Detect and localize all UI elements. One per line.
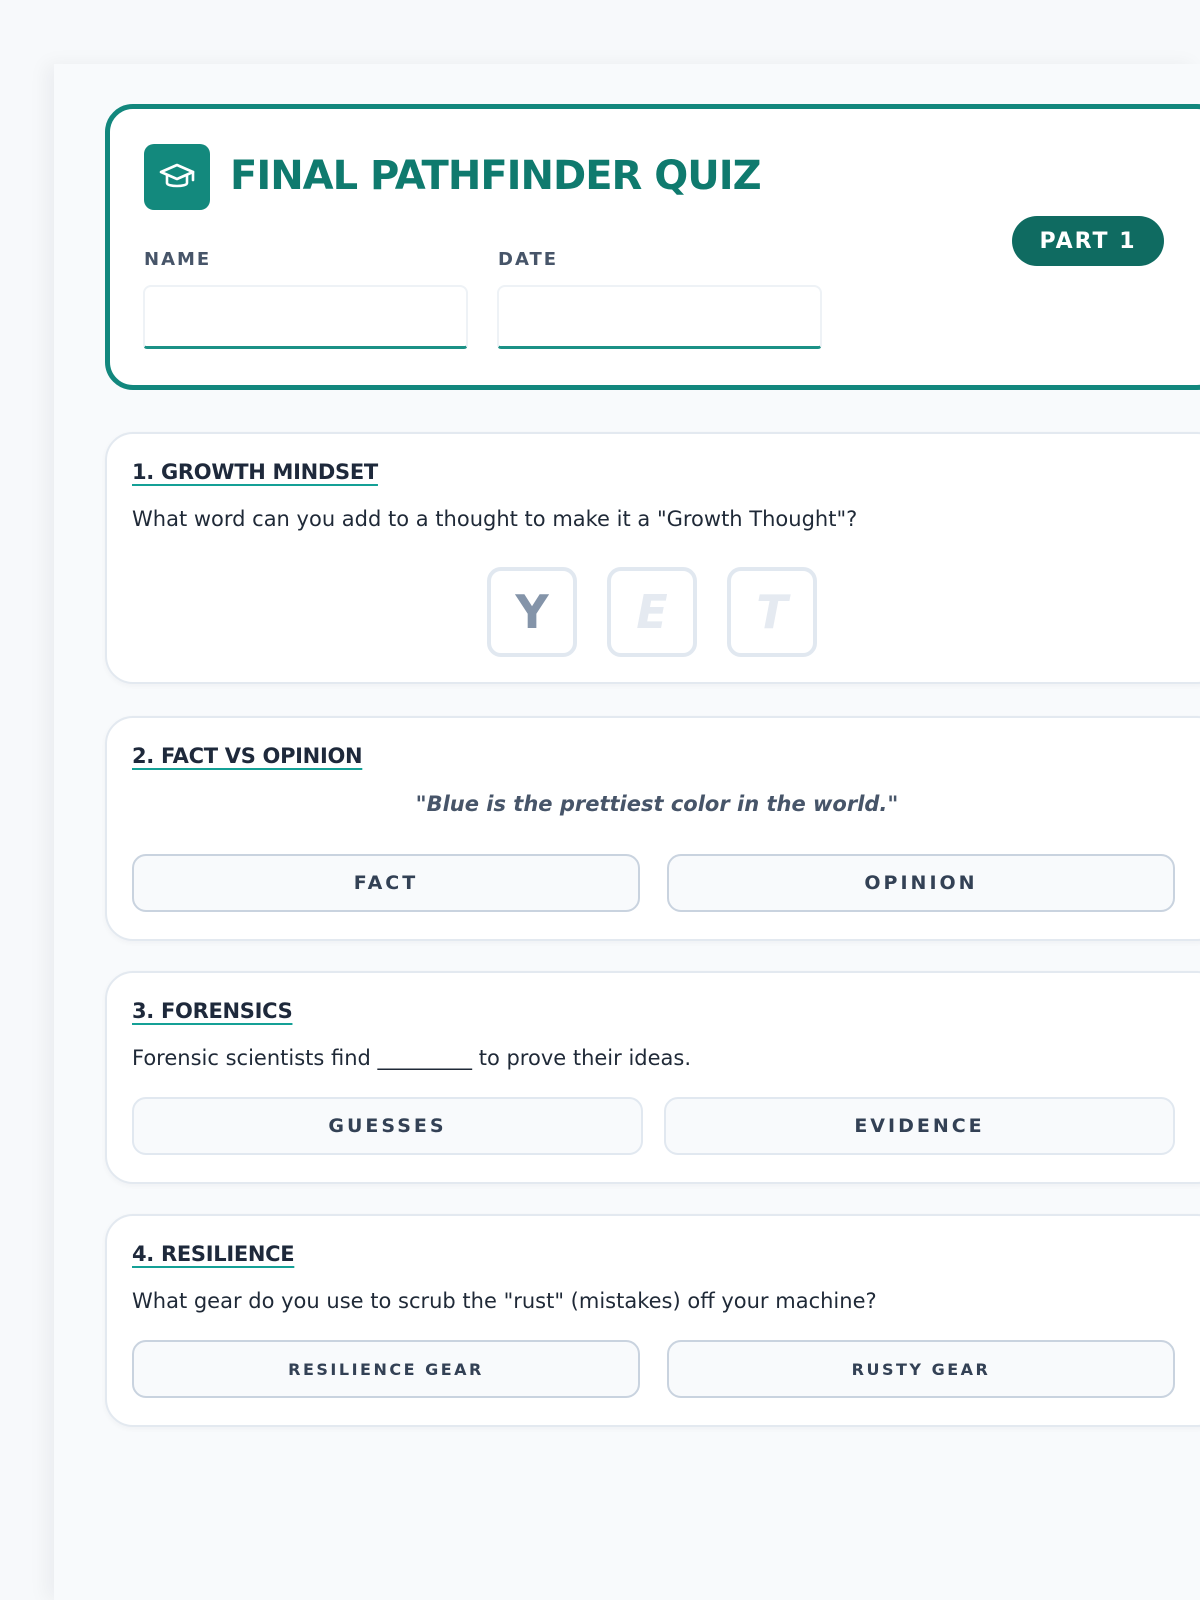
question-title: 3. FORENSICS — [132, 999, 293, 1023]
date-label: DATE — [498, 249, 559, 270]
question-text: What gear do you use to scrub the "rust" (mistakes) off your machine? — [132, 1289, 877, 1313]
evidence-button[interactable]: EVIDENCE — [664, 1097, 1175, 1155]
guesses-button[interactable]: GUESSES — [132, 1097, 643, 1155]
letter-box-3[interactable]: T — [727, 567, 817, 657]
rusty-gear-button[interactable]: RUSTY GEAR — [667, 1340, 1175, 1398]
quiz-title: FINAL PATHFINDER QUIZ — [230, 153, 761, 199]
name-input[interactable] — [143, 285, 468, 349]
logo-badge — [144, 144, 210, 210]
question-title: 1. GROWTH MINDSET — [132, 460, 378, 484]
graduation-cap-icon — [157, 157, 197, 197]
letter-box-2[interactable]: E — [607, 567, 697, 657]
name-label: NAME — [144, 249, 212, 270]
fact-button[interactable]: FACT — [132, 854, 640, 912]
question-title: 2. FACT VS OPINION — [132, 744, 363, 768]
question-text: What word can you add to a thought to make it a "Growth Thought"? — [132, 507, 858, 531]
opinion-button[interactable]: OPINION — [667, 854, 1175, 912]
question-text: Forensic scientists find _________ to prove their ideas. — [132, 1046, 692, 1070]
question-title: 4. RESILIENCE — [132, 1242, 295, 1266]
resilience-gear-button[interactable]: RESILIENCE GEAR — [132, 1340, 640, 1398]
part-badge: PART 1 — [1012, 216, 1164, 266]
question-quote: "Blue is the prettiest color in the world." — [415, 792, 899, 816]
letter-box-1[interactable]: Y — [487, 567, 577, 657]
date-input[interactable] — [497, 285, 822, 349]
